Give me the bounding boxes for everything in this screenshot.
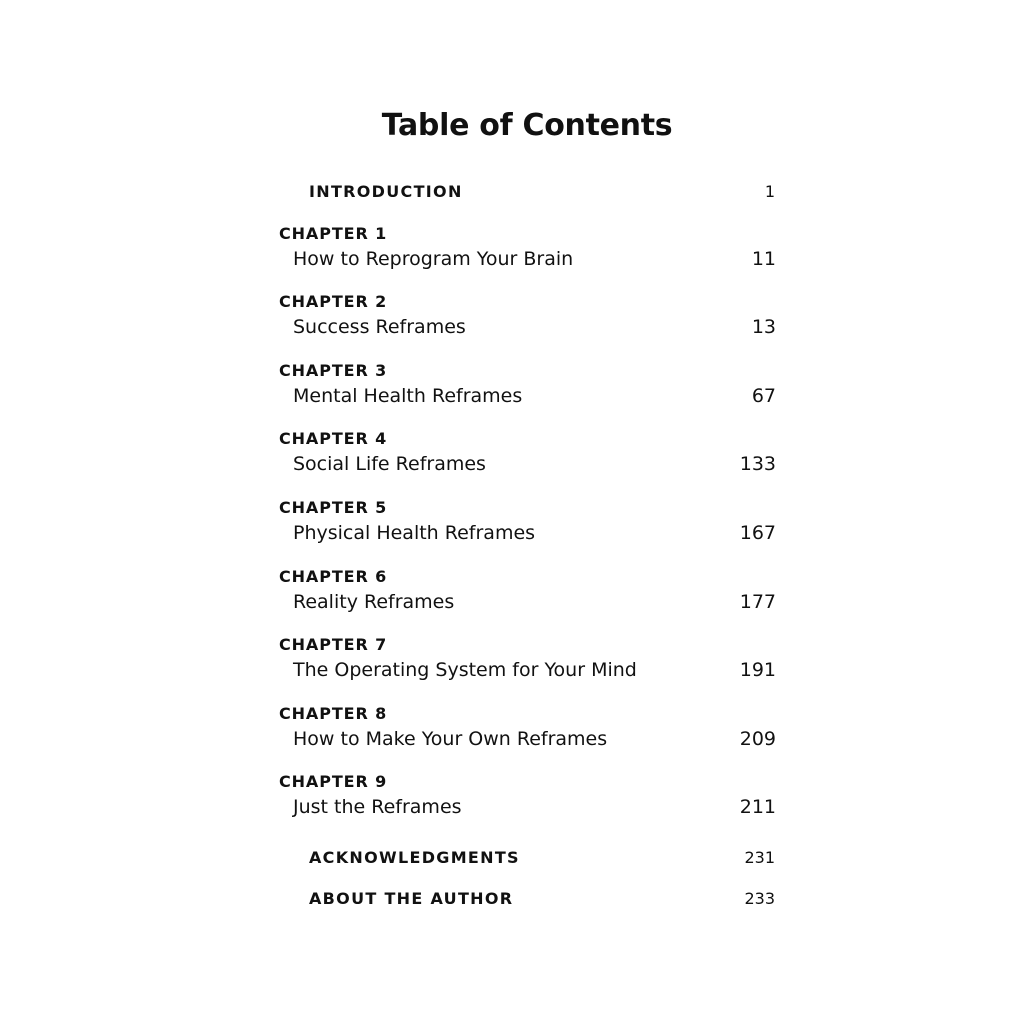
chapter-6-title: Reality Reframes bbox=[293, 591, 455, 613]
chapter-6-label: CHAPTER 6 bbox=[279, 567, 388, 586]
page-title: Table of Contents bbox=[381, 108, 673, 143]
toc-entry-introduction-page: 1 bbox=[764, 182, 775, 201]
chapter-1-label: CHAPTER 1 bbox=[279, 224, 388, 243]
toc-entry-about-the-author-label: ABOUT THE AUTHOR bbox=[309, 889, 514, 908]
chapter-5-page: 167 bbox=[739, 522, 776, 544]
chapter-5-title: Physical Health Reframes bbox=[293, 522, 536, 544]
chapter-1-page: 11 bbox=[751, 248, 776, 270]
chapter-7-page: 191 bbox=[739, 659, 776, 681]
chapter-2-page: 13 bbox=[751, 316, 776, 338]
chapter-9-label: CHAPTER 9 bbox=[279, 772, 388, 791]
chapter-8-page: 209 bbox=[739, 728, 776, 750]
chapter-8-title: How to Make Your Own Reframes bbox=[293, 728, 608, 750]
chapter-2-label: CHAPTER 2 bbox=[279, 292, 388, 311]
chapter-3-title: Mental Health Reframes bbox=[293, 385, 523, 407]
chapter-2-title: Success Reframes bbox=[293, 316, 466, 338]
chapter-4-label: CHAPTER 4 bbox=[279, 429, 388, 448]
toc-entry-acknowledgments-page: 231 bbox=[744, 848, 775, 867]
chapter-3-label: CHAPTER 3 bbox=[279, 361, 388, 380]
chapter-7-title: The Operating System for Your Mind bbox=[293, 659, 637, 681]
toc-entry-introduction-label: INTRODUCTION bbox=[309, 182, 463, 201]
chapter-9-page: 211 bbox=[739, 796, 776, 818]
chapter-6-page: 177 bbox=[739, 591, 776, 613]
chapter-8-label: CHAPTER 8 bbox=[279, 704, 388, 723]
chapter-4-title: Social Life Reframes bbox=[293, 453, 486, 475]
chapter-4-page: 133 bbox=[739, 453, 776, 475]
chapter-3-page: 67 bbox=[751, 385, 776, 407]
chapter-7-label: CHAPTER 7 bbox=[279, 635, 388, 654]
toc-entry-acknowledgments-label: ACKNOWLEDGMENTS bbox=[309, 848, 520, 867]
chapter-5-label: CHAPTER 5 bbox=[279, 498, 388, 517]
toc-entry-about-the-author-page: 233 bbox=[744, 889, 775, 908]
chapter-9-title: Just the Reframes bbox=[293, 796, 462, 818]
chapter-1-title: How to Reprogram Your Brain bbox=[293, 248, 574, 270]
